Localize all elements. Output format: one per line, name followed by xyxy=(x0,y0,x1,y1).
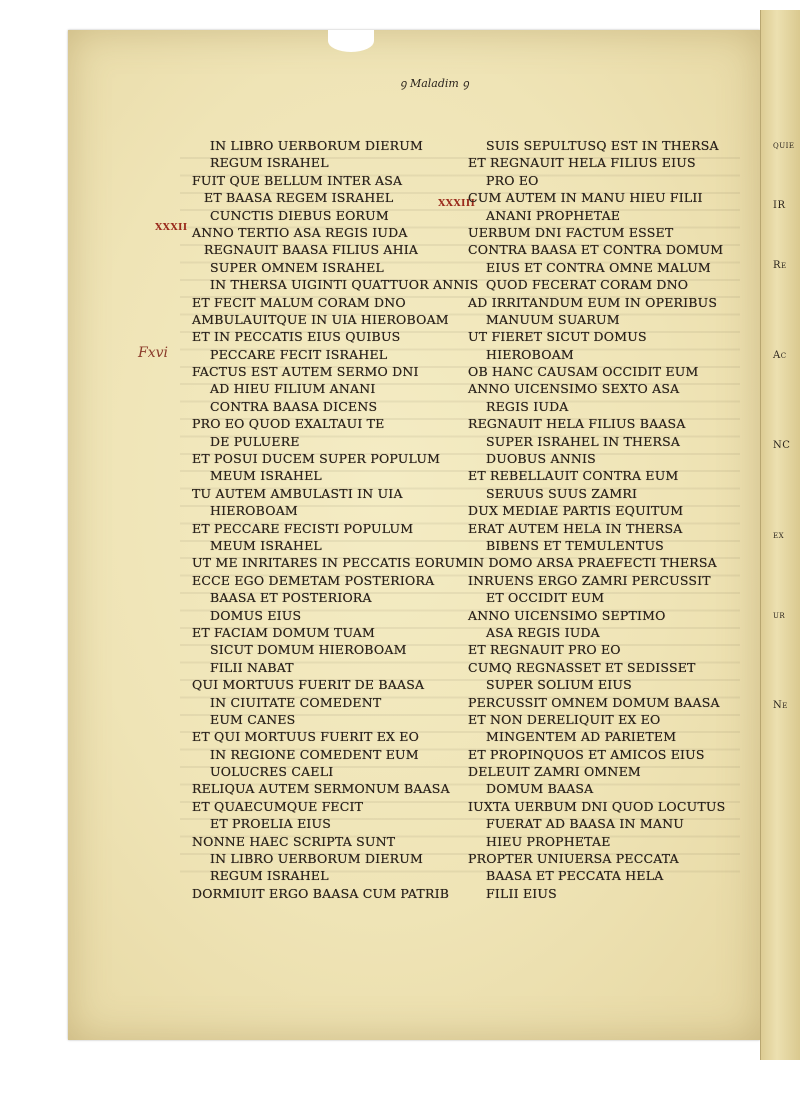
text-line: MANUUM SUARUM xyxy=(486,311,620,327)
text-line: HIEU PROPHETAE xyxy=(486,833,611,849)
text-line: ANNO TERTIO ASA REGIS IUDA xyxy=(192,224,408,240)
text-line: UT ME INRITARES IN PECCATIS EORUM xyxy=(192,555,469,571)
text-line: ECCE EGO DEMETAM POSTERIORA xyxy=(192,572,435,588)
text-line: UOLUCRES CAELI xyxy=(210,764,334,780)
text-line: CONTRA BAASA DICENS xyxy=(210,398,378,414)
leaf-fragment: IR xyxy=(773,200,786,211)
text-line: TU AUTEM AMBULASTI IN UIA xyxy=(192,485,403,501)
text-line: RELIQUA AUTEM SERMONUM BAASA xyxy=(192,781,450,797)
text-line: QUOD FECERAT CORAM DNO xyxy=(486,277,689,293)
text-line: UT FIERET SICUT DOMUS xyxy=(468,329,647,345)
text-line: ANNO UICENSIMO SEXTO ASA xyxy=(468,381,680,397)
text-line: SERUUS SUUS ZAMRI xyxy=(486,485,638,501)
text-line: REGUM ISRAHEL xyxy=(210,155,329,171)
text-line: AMBULAUITQUE IN UIA HIEROBOAM xyxy=(192,311,449,327)
text-line: IN CIUITATE COMEDENT xyxy=(210,694,382,710)
text-line: ANANI PROPHETAE xyxy=(486,207,621,223)
next-leaf-edge xyxy=(760,10,800,1060)
page-notch xyxy=(328,30,374,52)
margin-gloss: Fxvi xyxy=(138,345,168,361)
text-line: AD IRRITANDUM EUM IN OPERIBUS xyxy=(468,294,718,310)
text-line: DORMIUIT ERGO BAASA CUM PATRIB xyxy=(192,885,450,901)
text-line: CUM AUTEM IN MANU HIEU FILII xyxy=(468,190,703,206)
text-line: EUM CANES xyxy=(210,711,296,727)
text-line: ET NON DERELIQUIT EX EO xyxy=(468,711,661,727)
chapter-number-xxxii: XXXII xyxy=(155,222,188,233)
text-line: REGNAUIT BAASA FILIUS AHIA xyxy=(204,242,419,258)
text-line: FUIT QUE BELLUM INTER ASA xyxy=(192,172,403,188)
text-line: ET FECIT MALUM CORAM DNO xyxy=(192,294,406,310)
text-line: ET QUAECUMQUE FECIT xyxy=(192,798,364,814)
text-line: ET PROELIA EIUS xyxy=(210,816,332,832)
text-line: IN REGIONE COMEDENT EUM xyxy=(210,746,419,762)
text-line: DELEUIT ZAMRI OMNEM xyxy=(468,764,641,780)
text-line: REGUM ISRAHEL xyxy=(210,868,329,884)
text-line: SUIS SEPULTUSQ EST IN THERSA xyxy=(486,138,719,153)
leaf-fragment: ex xyxy=(773,530,785,541)
text-line: ET BAASA REGEM ISRAHEL xyxy=(204,190,394,206)
text-line: ET QUI MORTUUS FUERIT EX EO xyxy=(192,729,420,745)
text-line: PECCARE FECIT ISRAHEL xyxy=(210,346,388,362)
text-line: UERBUM DNI FACTUM ESSET xyxy=(468,224,674,240)
text-line: ERAT AUTEM HELA IN THERSA xyxy=(468,520,683,536)
text-line: DE PULUERE xyxy=(210,433,300,449)
text-line: SICUT DOMUM HIEROBOAM xyxy=(210,642,407,658)
text-line: MINGENTEM AD PARIETEM xyxy=(486,729,677,745)
text-line: ANNO UICENSIMO SEPTIMO xyxy=(468,607,666,623)
leaf-fragment: quie xyxy=(773,140,795,151)
text-line: BAASA ET POSTERIORA xyxy=(210,590,372,606)
text-line: ET REBELLAUIT CONTRA EUM xyxy=(468,468,679,484)
text-line: OB HANC CAUSAM OCCIDIT EUM xyxy=(468,364,699,380)
text-line: FILII NABAT xyxy=(210,659,294,675)
text-line: INRUENS ERGO ZAMRI PERCUSSIT xyxy=(468,572,711,588)
leaf-fragment: Ne xyxy=(773,700,788,711)
text-line: ASA REGIS IUDA xyxy=(486,624,600,640)
text-line: PROPTER UNIUERSA PECCATA xyxy=(468,851,679,867)
text-line: NONNE HAEC SCRIPTA SUNT xyxy=(192,833,396,849)
text-line: ET FACIAM DOMUM TUAM xyxy=(192,624,376,640)
leaf-fragment: NC xyxy=(773,440,791,451)
running-header: ꝯ Maladim ꝯ xyxy=(400,77,469,90)
text-line: REGIS IUDA xyxy=(486,398,569,414)
text-line: DUX MEDIAE PARTIS EQUITUM xyxy=(468,503,684,519)
text-line: MEUM ISRAHEL xyxy=(210,468,322,484)
text-line: HIEROBOAM xyxy=(486,346,574,362)
text-line: SUPER SOLIUM EIUS xyxy=(486,677,632,693)
text-line: ET IN PECCATIS EIUS QUIBUS xyxy=(192,329,401,345)
text-line: BAASA ET PECCATA HELA xyxy=(486,868,664,884)
text-line: DOMUS EIUS xyxy=(210,607,302,623)
text-line: PERCUSSIT OMNEM DOMUM BAASA xyxy=(468,694,720,710)
text-line: IN LIBRO UERBORUM DIERUM xyxy=(210,138,423,153)
text-line: IN THERSA UIGINTI QUATTUOR ANNIS xyxy=(210,277,479,293)
leaf-fragment: ur xyxy=(773,610,786,621)
text-line: CUMQ REGNASSET ET SEDISSET xyxy=(468,659,696,675)
text-line: FILII EIUS xyxy=(486,885,557,901)
text-line: BIBENS ET TEMULENTUS xyxy=(486,537,664,553)
text-line: ET PECCARE FECISTI POPULUM xyxy=(192,520,414,536)
leaf-fragment: Re xyxy=(773,260,787,271)
text-line: DUOBUS ANNIS xyxy=(486,451,596,467)
text-line: HIEROBOAM xyxy=(210,503,298,519)
text-line: IN DOMO ARSA PRAEFECTI THERSA xyxy=(468,555,717,571)
text-line: IN LIBRO UERBORUM DIERUM xyxy=(210,851,423,867)
text-line: SUPER ISRAHEL IN THERSA xyxy=(486,433,681,449)
text-line: ET POSUI DUCEM SUPER POPULUM xyxy=(192,451,441,467)
text-line: ET PROPINQUOS ET AMICOS EIUS xyxy=(468,746,705,762)
text-line: CONTRA BAASA ET CONTRA DOMUM xyxy=(468,242,724,258)
text-line: ET REGNAUIT HELA FILIUS EIUS xyxy=(468,155,696,171)
text-line: CUNCTIS DIEBUS EORUM xyxy=(210,207,389,223)
right-text-column xyxy=(468,137,738,902)
text-line: REGNAUIT HELA FILIUS BAASA xyxy=(468,416,686,432)
text-line: DOMUM BAASA xyxy=(486,781,594,797)
chapter-number-xxxiii: XXXIII xyxy=(438,198,476,209)
text-line: PRO EO xyxy=(486,172,539,188)
leaf-fragment: Ac xyxy=(773,350,787,361)
text-line: SUPER OMNEM ISRAHEL xyxy=(210,259,384,275)
text-line: IUXTA UERBUM DNI QUOD LOCUTUS xyxy=(468,798,726,814)
text-line: MEUM ISRAHEL xyxy=(210,537,322,553)
text-line: PRO EO QUOD EXALTAUI TE xyxy=(192,416,385,432)
text-line: ET REGNAUIT PRO EO xyxy=(468,642,621,658)
text-line: AD HIEU FILIUM ANANI xyxy=(210,381,376,397)
text-line: EIUS ET CONTRA OMNE MALUM xyxy=(486,259,711,275)
text-line: ET OCCIDIT EUM xyxy=(486,590,605,606)
text-line: FUERAT AD BAASA IN MANU xyxy=(486,816,684,832)
text-line: QUI MORTUUS FUERIT DE BAASA xyxy=(192,677,425,693)
text-line: FACTUS EST AUTEM SERMO DNI xyxy=(192,364,419,380)
